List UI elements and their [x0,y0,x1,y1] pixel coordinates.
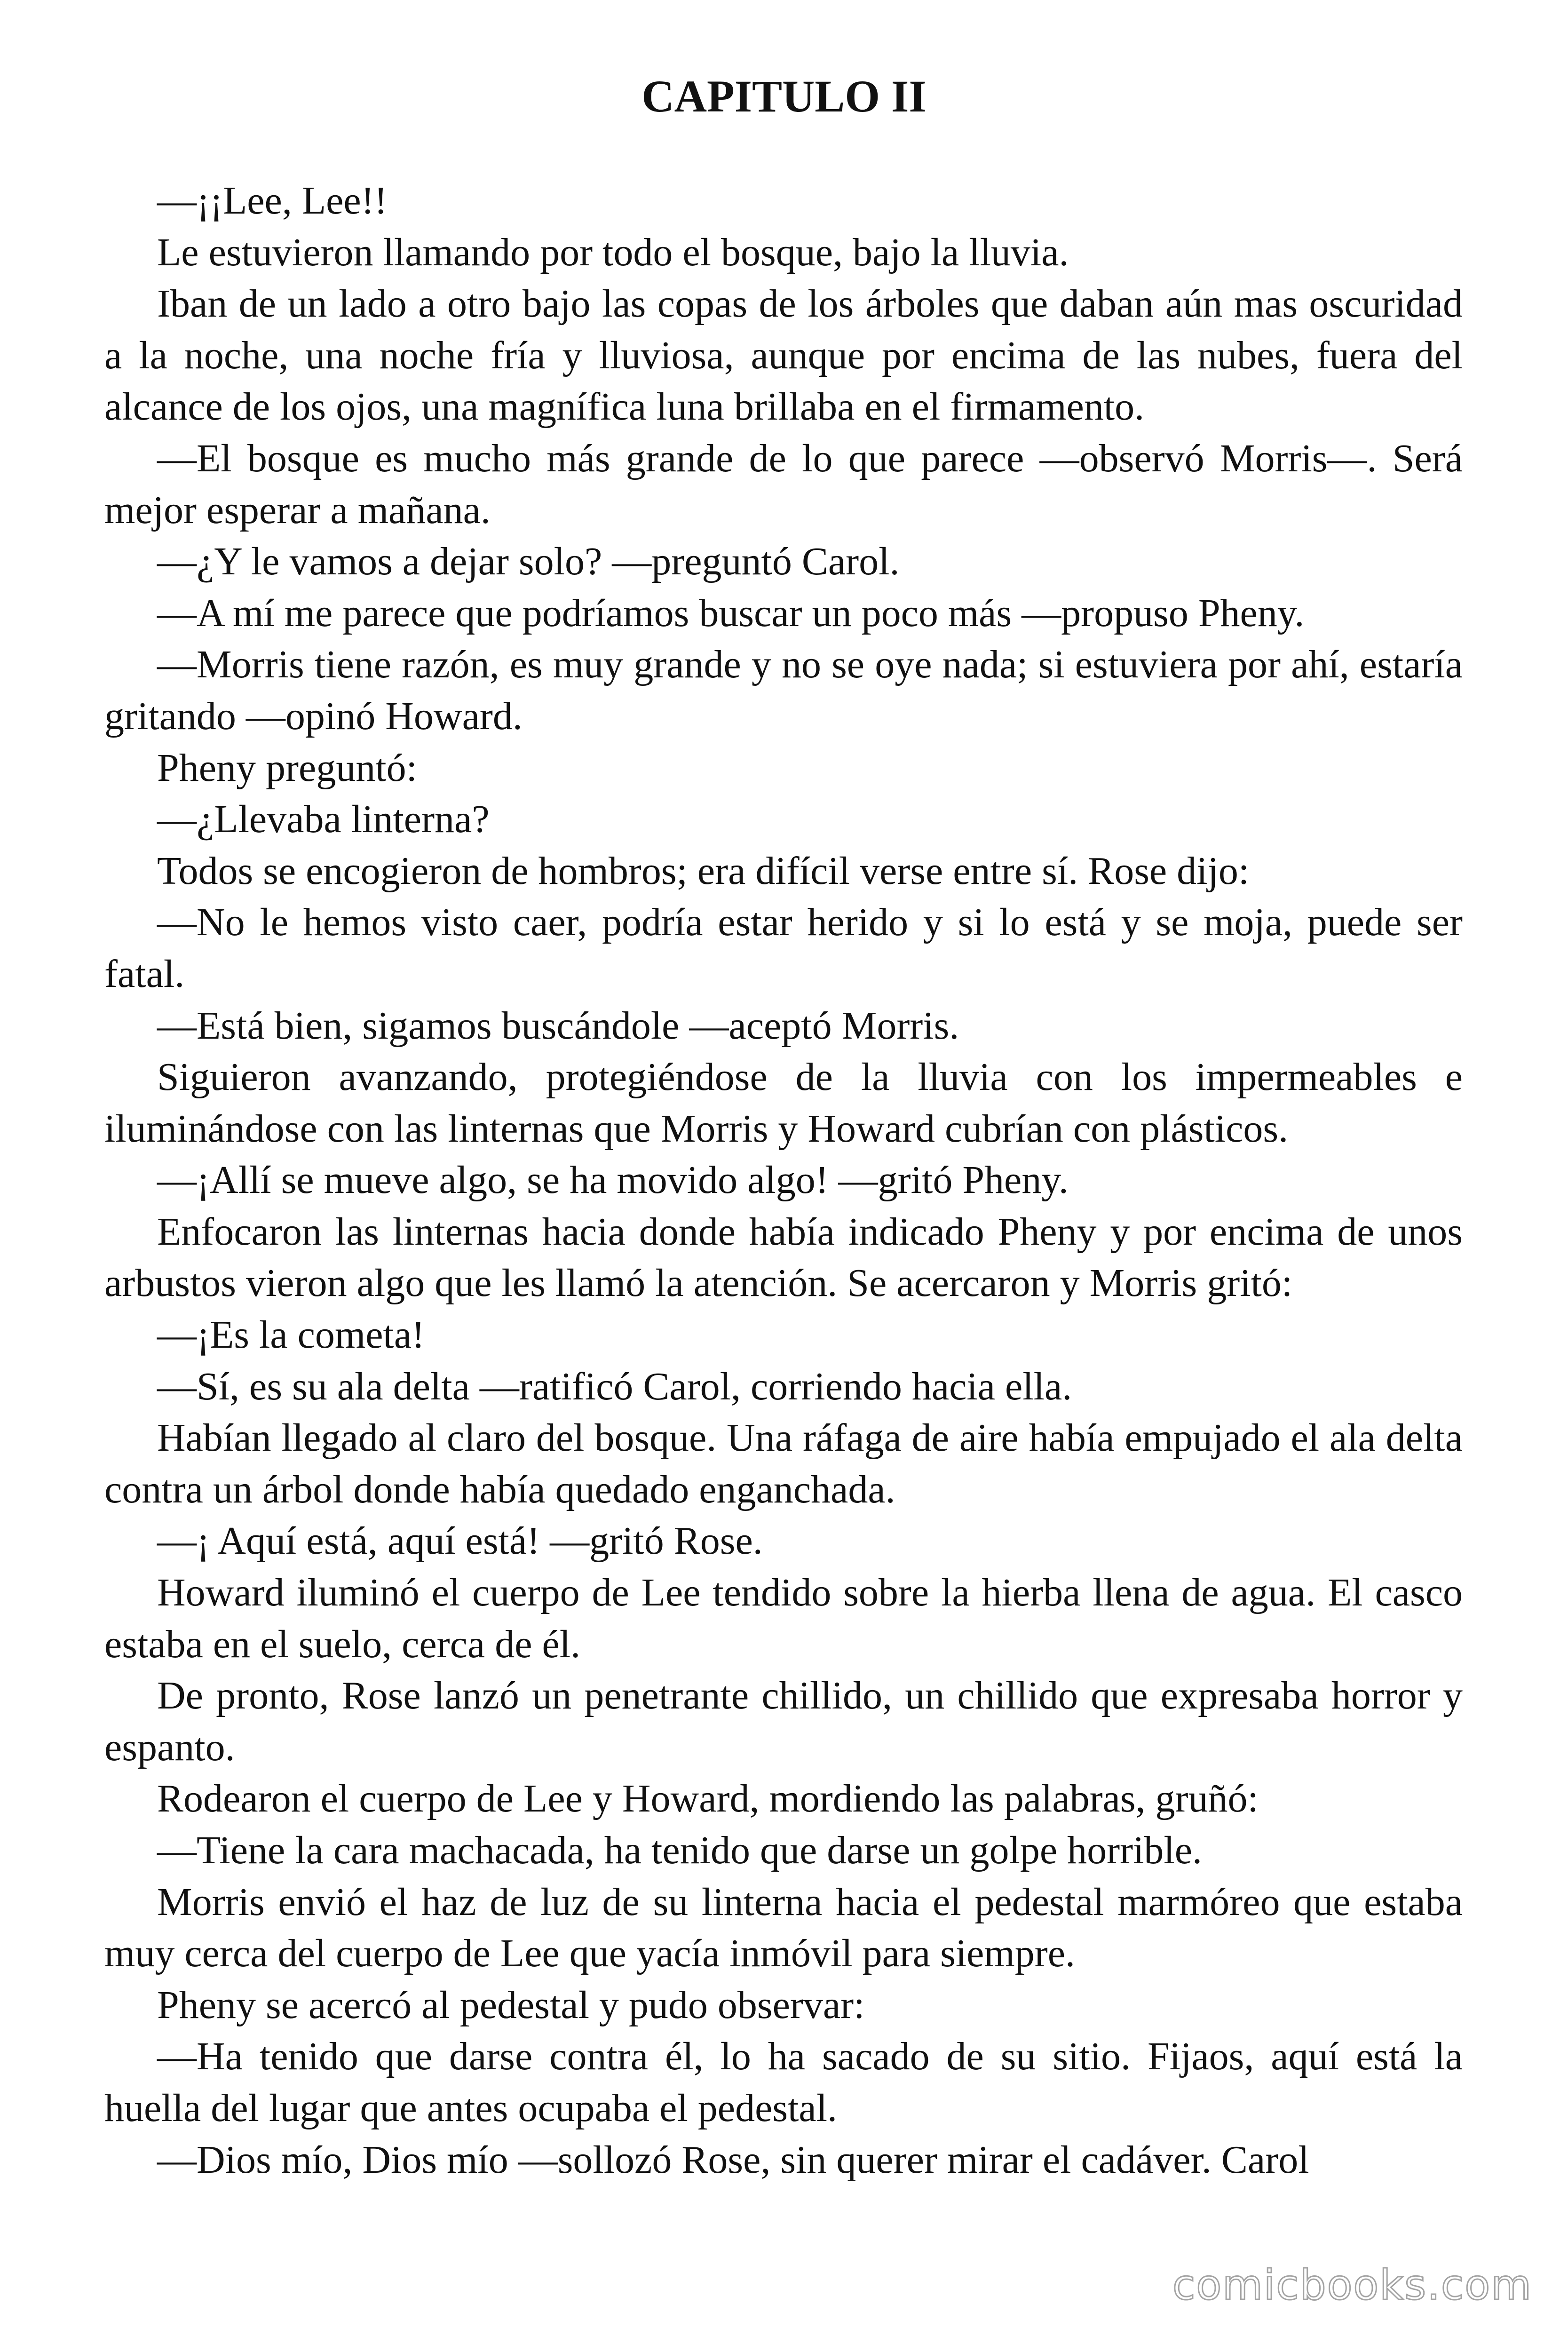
paragraph: Iban de un lado a otro bajo las copas de los árboles que daban aún mas oscuridad a la noche, una noche fría y lluviosa, aunque por encima de las nubes, fuera del alcance de los ojos, una magnífica luna brillaba en el firmamento. [104,282,1463,429]
paragraph: Pheny preguntó: [157,746,417,790]
paragraph: Le estuvieron llamando por todo el bosque, bajo la lluvia. [157,230,1069,274]
paragraph: —Está bien, sigamos buscándole —aceptó Morris. [157,1003,959,1048]
paragraph: De pronto, Rose lanzó un penetrante chillido, un chillido que expresaba horror y espanto. [104,1674,1463,1769]
paragraph: —Ha tenido que darse contra él, lo ha sacado de su sitio. Fijaos, aquí está la huella del lugar que antes ocupaba el pedestal. [104,2034,1463,2130]
paragraph: Rodearon el cuerpo de Lee y Howard, mordiendo las palabras, gruñó: [157,1777,1259,1821]
watermark: comicbooks.com [1172,2261,1532,2309]
paragraph: —Morris tiene razón, es muy grande y no se oye nada; si estuviera por ahí, estaría gritando —opinó Howard. [104,643,1463,738]
paragraph: Siguieron avanzando, protegiéndose de la lluvia con los impermeables e iluminándose con las linternas que Morris y Howard cubrían con plásticos. [104,1055,1463,1151]
paragraph: Morris envió el haz de luz de su linterna hacia el pedestal marmóreo que estaba muy cerca del cuerpo de Lee que yacía inmóvil para siempre. [104,1880,1463,1976]
paragraph: —A mí me parece que podríamos buscar un poco más —propuso Pheny. [157,591,1305,635]
paragraph: —Dios mío, Dios mío —sollozó Rose, sin querer mirar el cadáver. Carol [157,2137,1309,2182]
paragraph: Pheny se acercó al pedestal y pudo observar: [157,1983,865,2027]
paragraph: —¿Y le vamos a dejar solo? —preguntó Carol. [157,540,900,584]
paragraph: —Sí, es su ala delta —ratificó Carol, corriendo hacia ella. [157,1364,1072,1408]
paragraph: Habían llegado al claro del bosque. Una ráfaga de aire había empujado el ala delta contra un árbol donde había quedado enganchada. [104,1416,1463,1511]
chapter-title: CAPITULO II [641,71,927,121]
paragraph: —¡Es la cometa! [157,1313,425,1357]
paragraph: —¡¡Lee, Lee!! [157,179,388,222]
paragraph: —¡Allí se mueve algo, se ha movido algo! —gritó Pheny. [157,1158,1069,1202]
chapter-body [104,175,1463,2185]
paragraph: Howard iluminó el cuerpo de Lee tendido sobre la hierba llena de agua. El casco estaba en el suelo, cerca de él. [104,1571,1463,1666]
paragraph: Enfocaron las linternas hacia donde había indicado Pheny y por encima de unos arbustos vieron algo que les llamó la atención. Se acercaron y Morris gritó: [104,1209,1463,1305]
paragraph: Todos se encogieron de hombros; era difícil verse entre sí. Rose dijo: [157,849,1250,893]
paragraph: —No le hemos visto caer, podría estar herido y si lo está y se moja, puede ser fatal. [104,900,1463,996]
paragraph: —¿Llevaba linterna? [157,797,490,842]
paragraph: —¡ Aquí está, aquí está! —gritó Rose. [157,1519,763,1563]
paragraph: —Tiene la cara machacada, ha tenido que darse un golpe horrible. [157,1828,1203,1872]
paragraph: —El bosque es mucho más grande de lo que parece —observó Morris—. Será mejor esperar a mañana. [104,436,1463,532]
